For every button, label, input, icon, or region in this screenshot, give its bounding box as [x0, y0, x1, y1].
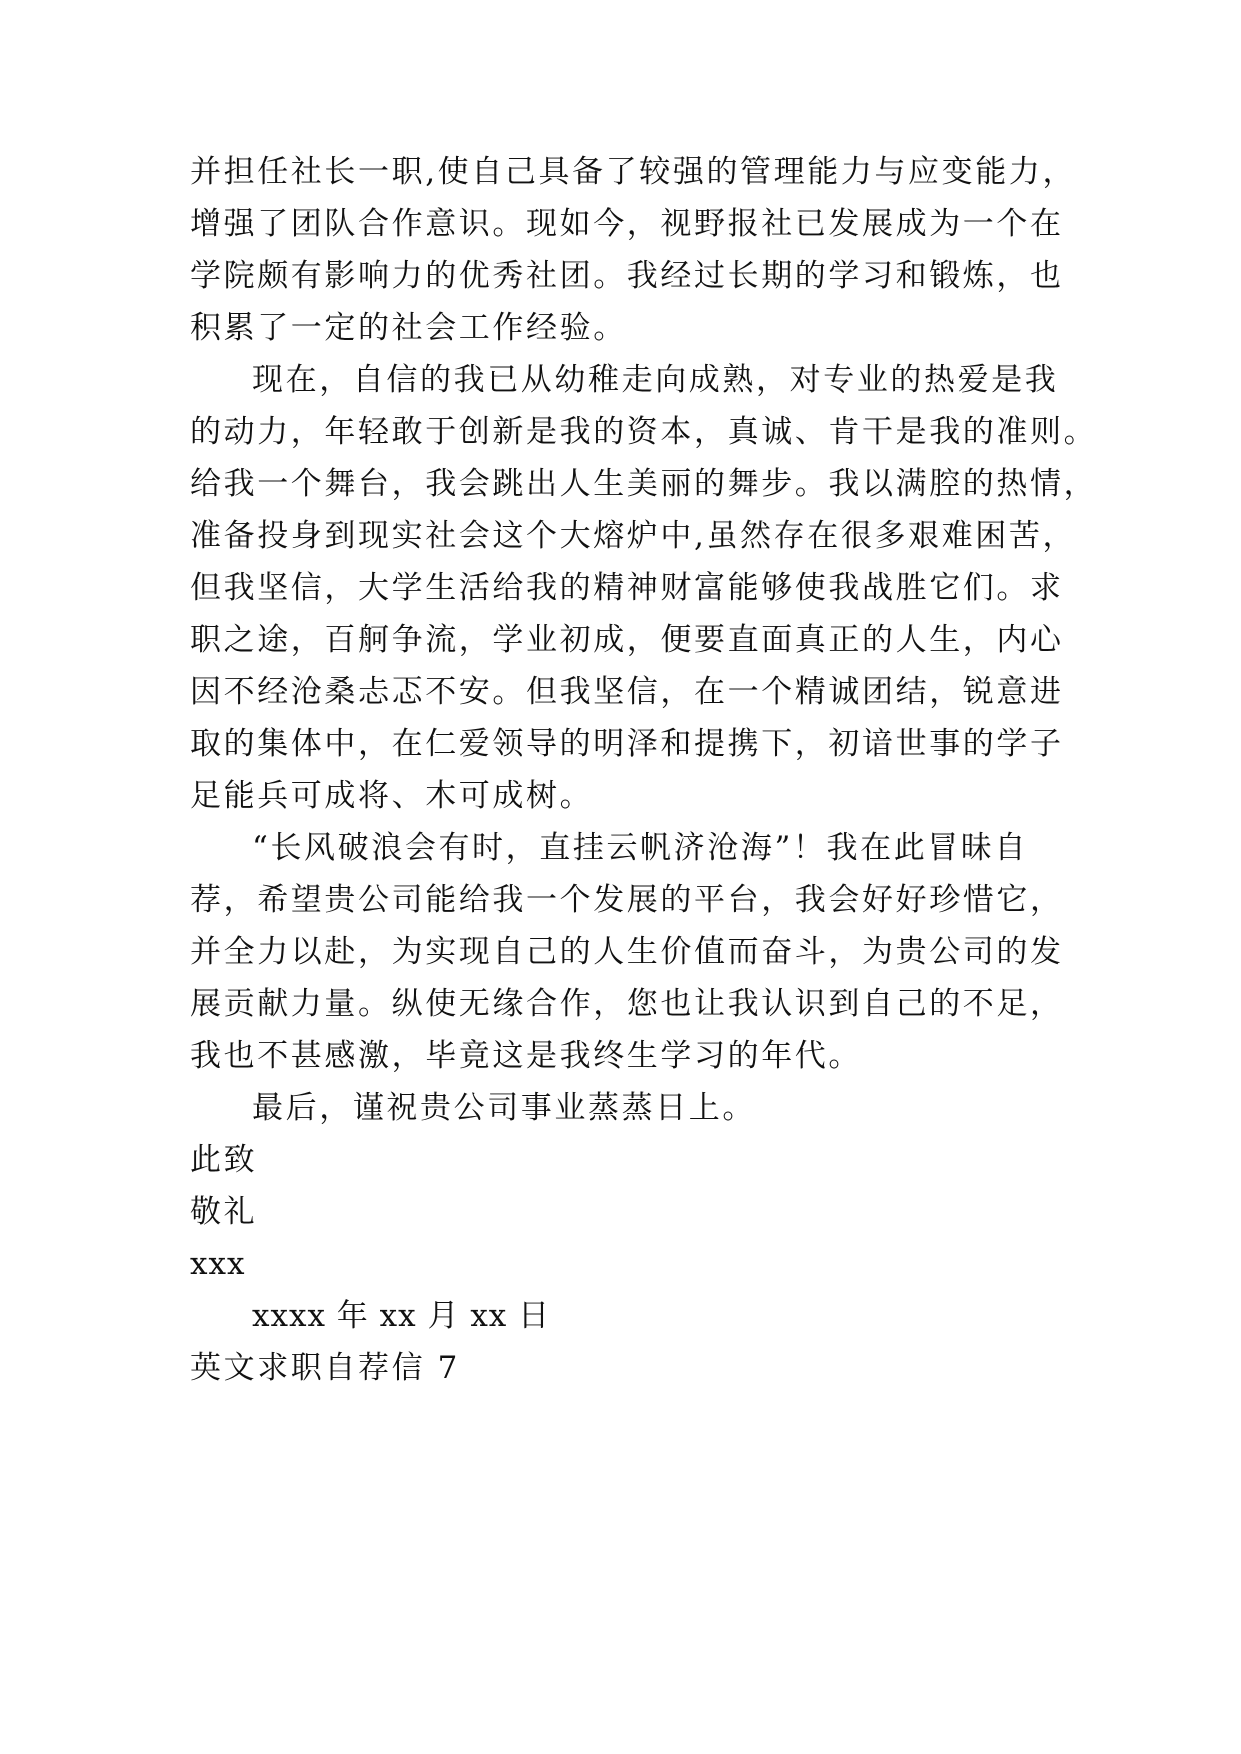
next-section-heading: 英文求职自荐信 7 [190, 1350, 460, 1386]
paragraph-line: 并全力以赴，为实现自己的人生价值而奋斗，为贵公司的发 [190, 934, 1064, 970]
paragraph-line: 积累了一定的社会工作经验。 [190, 310, 627, 346]
salutation-jing-li: 敬礼 [190, 1194, 258, 1230]
paragraph-line: 足能兵可成将、木可成树。 [190, 778, 594, 814]
paragraph-line: 取的集体中，在仁爱领导的明泽和提携下，初谙世事的学子 [190, 726, 1064, 762]
paragraph-line: 我也不甚感激，毕竟这是我终生学习的年代。 [190, 1038, 862, 1074]
paragraph-line: 荐，希望贵公司能给我一个发展的平台，我会好好珍惜它， [190, 882, 1064, 918]
paragraph-line: 给我一个舞台，我会跳出人生美丽的舞步。我以满腔的热情， [190, 466, 1098, 502]
paragraph-line: 因不经沧桑忐忑不安。但我坚信，在一个精诚团结，锐意进 [190, 674, 1064, 710]
signature: xxx [190, 1246, 246, 1282]
salutation-ci-zhi: 此致 [190, 1142, 258, 1178]
paragraph-line: 准备投身到现实社会这个大熔炉中,虽然存在很多艰难困苦， [190, 518, 1077, 554]
paragraph-line: 但我坚信，大学生活给我的精神财富能够使我战胜它们。求 [190, 570, 1064, 606]
closing-wish: 最后，谨祝贵公司事业蒸蒸日上。 [252, 1090, 756, 1126]
paragraph-line: “长风破浪会有时，直挂云帆济沧海”！我在此冒昧自 [252, 830, 1029, 866]
paragraph-line: 并担任社长一职,使自己具备了较强的管理能力与应变能力， [190, 154, 1077, 190]
paragraph-line: 的动力，年轻敢于创新是我的资本，真诚、肯干是我的准则。 [190, 414, 1098, 450]
paragraph-line: 职之途，百舸争流，学业初成，便要直面真正的人生，内心 [190, 622, 1064, 658]
date-line: xxxx 年 xx 月 xx 日 [252, 1298, 551, 1334]
paragraph-line: 学院颇有影响力的优秀社团。我经过长期的学习和锻炼，也 [190, 258, 1064, 294]
paragraph-line: 现在，自信的我已从幼稚走向成熟，对专业的热爱是我 [252, 362, 1059, 398]
paragraph-line: 增强了团队合作意识。现如今，视野报社已发展成为一个在 [190, 206, 1064, 242]
paragraph-line: 展贡献力量。纵使无缘合作，您也让我认识到自己的不足， [190, 986, 1064, 1022]
